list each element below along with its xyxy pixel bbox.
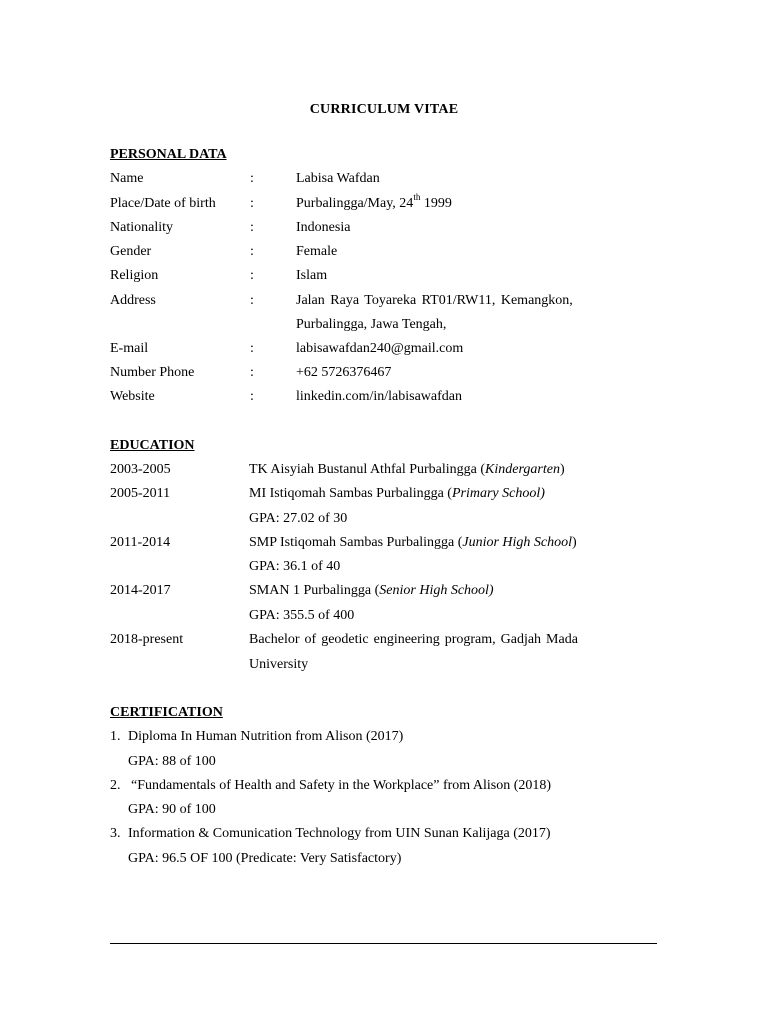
email-row xyxy=(0,341,768,361)
education-heading: EDUCATION xyxy=(110,438,195,453)
birth-date: Purbalingga/May, 24 xyxy=(296,196,414,211)
website-label: Website xyxy=(110,389,155,404)
gender-value: Female xyxy=(296,244,338,259)
education-years: 2003-2005 xyxy=(110,462,171,477)
education-program-continued: University xyxy=(249,657,309,672)
certification-number: 1. xyxy=(110,729,121,744)
address-row-continued xyxy=(0,317,768,337)
education-gpa: GPA: 36.1 of 40 xyxy=(249,559,341,574)
birth-year: 1999 xyxy=(420,196,452,211)
phone-row xyxy=(0,365,768,385)
education-years: 2005-2011 xyxy=(110,486,171,501)
address-line-2: Purbalingga, Jawa Tengah, xyxy=(296,317,447,332)
certification-gpa: GPA: 88 of 100 xyxy=(128,754,216,769)
phone-label: Number Phone xyxy=(110,365,195,380)
colon: : xyxy=(250,365,254,380)
name-row xyxy=(0,171,768,191)
certification-title: Information & Comunication Technology from UIN Sunan Kalijaga (2017) xyxy=(128,826,551,841)
name-label: Name xyxy=(110,171,144,186)
school-level-close: ) xyxy=(559,462,565,477)
certification-title: “Fundamentals of Health and Safety in the Workplace” from Alison (2018) xyxy=(131,778,552,793)
nationality-label: Nationality xyxy=(110,220,173,235)
gender-row xyxy=(0,244,768,264)
education-years: 2014-2017 xyxy=(110,583,171,598)
address-label: Address xyxy=(110,293,156,308)
certification-gpa: GPA: 96.5 OF 100 (Predicate: Very Satisfactory) xyxy=(128,851,402,866)
colon: : xyxy=(250,244,254,259)
personal-data-heading: PERSONAL DATA xyxy=(110,147,227,162)
gender-label: Gender xyxy=(110,244,152,259)
education-program: Bachelor of geodetic engineering program, Gadjah Mada xyxy=(249,632,578,647)
birth-row xyxy=(0,192,768,216)
name-value: Labisa Wafdan xyxy=(296,171,380,186)
school-level: Kindergarten xyxy=(485,462,560,477)
school-name: SMAN 1 Purbalingga ( xyxy=(249,583,380,598)
address-row xyxy=(0,293,768,313)
nationality-row xyxy=(0,220,768,240)
education-years: 2011-2014 xyxy=(110,535,171,550)
education-gpa: GPA: 355.5 of 400 xyxy=(249,608,355,623)
colon: : xyxy=(250,389,254,404)
email-label: E-mail xyxy=(110,341,149,356)
certification-number: 2. xyxy=(110,778,121,793)
nationality-value: Indonesia xyxy=(296,220,351,235)
school-level: Junior High School xyxy=(462,535,573,550)
document-title: CURRICULUM VITAE xyxy=(309,102,459,117)
certification-number: 3. xyxy=(110,826,121,841)
certification-title: Diploma In Human Nutrition from Alison (2017) xyxy=(128,729,404,744)
school-name: MI Istiqomah Sambas Purbalingga ( xyxy=(249,486,452,501)
website-value: linkedin.com/in/labisawafdan xyxy=(296,389,463,404)
religion-label: Religion xyxy=(110,268,159,283)
education-school xyxy=(249,462,565,478)
footer-divider xyxy=(110,943,657,944)
school-name: TK Aisyiah Bustanul Athfal Purbalingga ( xyxy=(249,462,486,477)
address-line-1: Jalan Raya Toyareka RT01/RW11, Kemangkon, xyxy=(296,293,573,308)
birth-label: Place/Date of birth xyxy=(110,196,216,211)
certification-gpa: GPA: 90 of 100 xyxy=(128,802,216,817)
school-level: Primary School) xyxy=(451,486,545,501)
email-value: labisawafdan240@gmail.com xyxy=(296,341,464,356)
education-school xyxy=(249,535,577,551)
religion-value: Islam xyxy=(296,268,328,283)
birth-ordinal-suffix: th xyxy=(413,192,421,203)
phone-value: +62 5726376467 xyxy=(296,365,392,380)
religion-row xyxy=(0,268,768,288)
school-level: Senior High School) xyxy=(379,583,494,598)
colon: : xyxy=(250,341,254,356)
colon: : xyxy=(250,268,254,283)
education-gpa: GPA: 27.02 of 30 xyxy=(249,511,348,526)
education-school xyxy=(249,583,494,599)
website-row xyxy=(0,389,768,409)
education-school xyxy=(249,486,545,502)
colon: : xyxy=(250,171,254,186)
education-years: 2018-present xyxy=(110,632,184,647)
birth-value xyxy=(296,192,452,212)
school-level-close: ) xyxy=(572,535,577,550)
certification-heading: CERTIFICATION xyxy=(110,705,223,720)
school-name: SMP Istiqomah Sambas Purbalingga ( xyxy=(249,535,463,550)
colon: : xyxy=(250,196,254,211)
colon: : xyxy=(250,293,254,308)
colon: : xyxy=(250,220,254,235)
